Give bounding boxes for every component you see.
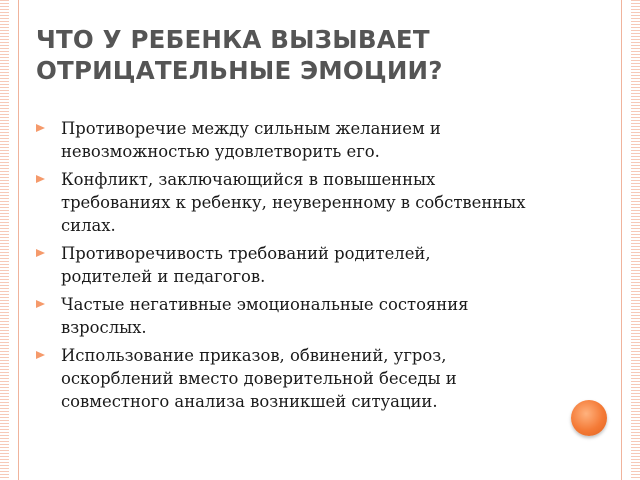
bullet-arrow-icon [36, 175, 45, 183]
bullet-arrow-icon [36, 300, 45, 308]
bullet-item-2 [36, 168, 608, 237]
bullet-item-3-line-1: Противоречивость требований родителей, [61, 244, 431, 263]
bullet-item-3-line-2: родителей и педагогов. [61, 267, 266, 286]
bullet-item-4 [36, 293, 608, 339]
bullet-item-5-line-1: Использование приказов, обвинений, угроз, [61, 346, 447, 365]
bullet-item-5-line-3: совместного анализа возникшей ситуации. [61, 392, 438, 411]
bullet-item-5-line-2: оскорблений вместо доверительной беседы и [61, 369, 457, 388]
left-decorative-stripes [0, 0, 9, 480]
bullet-item-1 [36, 117, 608, 163]
right-decorative-stripes [631, 0, 640, 480]
bullet-item-4-line-1: Частые негативные эмоциональные состояния [61, 295, 469, 314]
decorative-orange-circle-icon [571, 400, 607, 436]
slide-title-line-1: ЧТО У РЕБЕНКА ВЫЗЫВАЕТ [36, 25, 430, 54]
bullet-item-3 [36, 242, 608, 288]
bullet-arrow-icon [36, 351, 45, 359]
slide-title-line-2: ОТРИЦАТЕЛЬНЫЕ ЭМОЦИИ? [36, 56, 443, 85]
bullet-arrow-icon [36, 249, 45, 257]
bullet-item-2-line-2: требованиях к ребенку, неуверенному в собственных [61, 193, 526, 212]
slide-title [36, 24, 606, 86]
bullet-item-4-line-2: взрослых. [61, 318, 147, 337]
bullet-list [36, 117, 608, 418]
bullet-item-2-line-1: Конфликт, заключающийся в повышенных [61, 170, 436, 189]
bullet-item-1-line-2: невозможностью удовлетворить его. [61, 142, 380, 161]
bullet-arrow-icon [36, 124, 45, 132]
bullet-item-5 [36, 344, 608, 413]
bullet-item-2-line-3: силах. [61, 216, 116, 235]
bullet-item-1-line-1: Противоречие между сильным желанием и [61, 119, 441, 138]
